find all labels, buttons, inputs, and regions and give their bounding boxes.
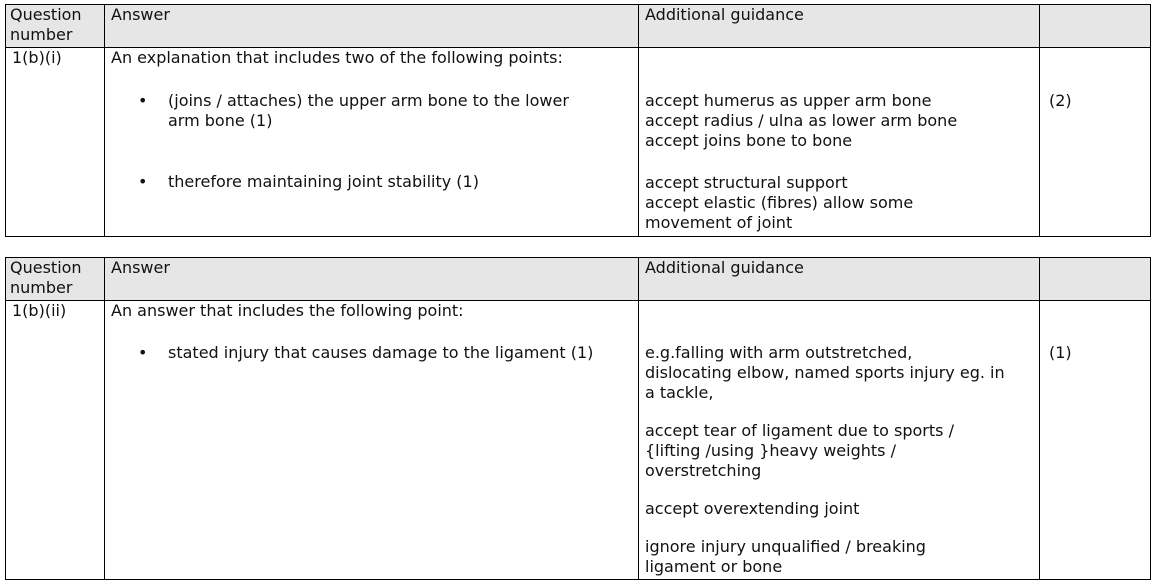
guidance-cell — [639, 301, 1040, 580]
guidance-line: movement of joint — [645, 213, 793, 232]
guidance-line: accept tear of ligament due to sports / — [645, 421, 954, 440]
guidance-line: accept joins bone to bone — [645, 131, 853, 150]
header-question-number — [6, 258, 105, 301]
guidance-line: overstretching — [645, 461, 762, 480]
guidance-cell — [639, 48, 1040, 237]
header-row — [6, 258, 1151, 301]
header-mark — [1040, 5, 1151, 48]
guidance-line: accept structural support — [645, 173, 848, 192]
mark-value: (1) — [1049, 343, 1072, 362]
answer-point — [111, 91, 632, 131]
mark-scheme-table-1b-ii — [5, 257, 1151, 580]
guidance-group — [645, 91, 1033, 151]
header-question-number-line1: Question — [10, 5, 82, 24]
answer-point — [111, 172, 632, 192]
guidance-group — [645, 499, 1033, 519]
header-row — [6, 5, 1151, 48]
header-answer: Answer — [105, 258, 639, 301]
answer-intro: An answer that includes the following point: — [111, 301, 464, 320]
guidance-line: dislocating elbow, named sports injury eg. in — [645, 363, 1005, 382]
guidance-group — [645, 537, 1033, 577]
guidance-line: e.g.falling with arm outstretched, — [645, 343, 913, 362]
answer-cell — [105, 48, 639, 237]
header-mark — [1040, 258, 1151, 301]
bullet-icon: • — [138, 343, 148, 362]
header-additional-guidance: Additional guidance — [639, 5, 1040, 48]
guidance-line: ignore injury unqualified / breaking — [645, 537, 926, 556]
header-question-number — [6, 5, 105, 48]
answer-intro: An explanation that includes two of the following points: — [111, 48, 563, 67]
bullet-icon: • — [138, 172, 148, 191]
answer-points-list — [111, 91, 632, 192]
answer-point-line: therefore maintaining joint stability (1) — [168, 172, 479, 191]
guidance-line: a tackle, — [645, 383, 714, 402]
bullet-icon: • — [138, 91, 148, 110]
answer-points-list — [111, 343, 632, 363]
guidance-line: accept elastic (fibres) allow some — [645, 193, 914, 212]
answer-row — [6, 48, 1151, 237]
header-question-number-line1: Question — [10, 258, 82, 277]
mark-scheme-table-1b-i — [5, 4, 1151, 237]
header-answer: Answer — [105, 5, 639, 48]
guidance-group — [645, 343, 1033, 403]
question-number: 1(b)(i) — [6, 48, 105, 237]
mark-cell — [1040, 301, 1151, 580]
guidance-line: accept overextending joint — [645, 499, 860, 518]
answer-point-line: arm bone (1) — [168, 111, 273, 130]
guidance-group — [645, 421, 1033, 481]
answer-point-line: stated injury that causes damage to the ligament (1) — [168, 343, 594, 362]
answer-cell — [105, 301, 639, 580]
guidance-line: accept radius / ulna as lower arm bone — [645, 111, 958, 130]
guidance-line: ligament or bone — [645, 557, 783, 576]
answer-point-line: (joins / attaches) the upper arm bone to the lower — [168, 91, 569, 110]
header-additional-guidance: Additional guidance — [639, 258, 1040, 301]
mark-value: (2) — [1049, 91, 1072, 110]
header-question-number-line2: number — [10, 25, 73, 44]
guidance-group — [645, 173, 1033, 233]
header-question-number-line2: number — [10, 278, 73, 297]
answer-point — [111, 343, 632, 363]
guidance-line: {lifting /using }heavy weights / — [645, 441, 896, 460]
mark-cell — [1040, 48, 1151, 237]
answer-row — [6, 301, 1151, 580]
guidance-line: accept humerus as upper arm bone — [645, 91, 932, 110]
question-number: 1(b)(ii) — [6, 301, 105, 580]
